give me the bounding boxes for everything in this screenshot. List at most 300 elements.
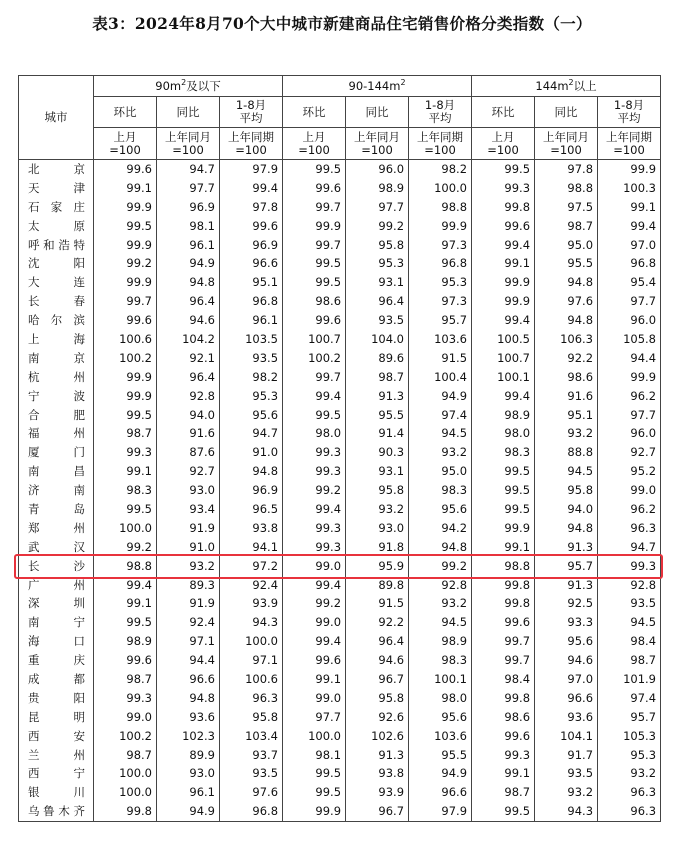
index-value: 99.9 (283, 802, 346, 821)
index-value: 97.7 (346, 198, 409, 217)
index-value: 99.6 (472, 613, 535, 632)
index-value: 97.3 (409, 292, 472, 311)
index-value: 89.6 (346, 349, 409, 368)
index-value: 96.1 (157, 236, 220, 255)
index-value: 95.0 (409, 462, 472, 481)
index-value: 89.9 (157, 746, 220, 765)
index-value: 100.6 (220, 670, 283, 689)
index-value: 89.8 (346, 576, 409, 595)
index-value: 93.9 (346, 783, 409, 802)
index-value: 95.5 (409, 746, 472, 765)
index-value: 98.9 (472, 406, 535, 425)
index-value: 99.5 (472, 481, 535, 500)
index-value: 95.7 (409, 311, 472, 330)
index-value: 91.5 (346, 594, 409, 613)
index-value: 99.8 (472, 594, 535, 613)
table-row (19, 727, 661, 746)
index-value: 98.8 (94, 557, 157, 576)
index-value: 98.9 (346, 179, 409, 198)
index-value: 99.3 (94, 689, 157, 708)
index-value: 99.6 (283, 311, 346, 330)
index-value: 99.4 (220, 179, 283, 198)
table-row (19, 387, 661, 406)
index-value: 92.8 (157, 387, 220, 406)
index-value: 99.5 (472, 500, 535, 519)
index-value: 91.8 (346, 538, 409, 557)
group-header-144-above: $144m^2$以上 (472, 76, 661, 97)
index-value: 96.4 (157, 368, 220, 387)
index-value: 95.0 (535, 236, 598, 255)
index-value: 94.9 (409, 387, 472, 406)
index-value: 93.5 (220, 349, 283, 368)
index-value: 92.7 (598, 443, 661, 462)
index-value: 99.8 (472, 198, 535, 217)
index-value: 104.0 (346, 330, 409, 349)
index-value: 95.1 (535, 406, 598, 425)
index-value: 97.6 (220, 783, 283, 802)
index-value: 93.6 (157, 708, 220, 727)
index-value: 92.5 (535, 594, 598, 613)
table-row (19, 557, 661, 576)
index-value: 96.6 (409, 783, 472, 802)
base-header-mom: 上月 =100 (94, 128, 157, 160)
index-value: 93.5 (346, 311, 409, 330)
index-value: 100.4 (409, 368, 472, 387)
index-value: 94.0 (535, 500, 598, 519)
city-name: 长沙 (19, 557, 94, 576)
city-name: 海口 (19, 632, 94, 651)
index-value: 98.7 (535, 217, 598, 236)
index-value: 99.9 (283, 217, 346, 236)
index-value: 99.4 (472, 311, 535, 330)
table-row (19, 236, 661, 255)
index-value: 99.0 (94, 708, 157, 727)
index-value: 92.4 (220, 576, 283, 595)
subheader-mom: 环比 (472, 97, 535, 128)
index-value: 87.6 (157, 443, 220, 462)
index-value: 99.4 (472, 236, 535, 255)
table-row (19, 783, 661, 802)
city-name: 北京 (19, 160, 94, 179)
group-header-90-144: $90-144m^2$ (283, 76, 472, 97)
index-value: 98.3 (409, 481, 472, 500)
index-value: 100.3 (598, 179, 661, 198)
index-value: 99.5 (283, 160, 346, 179)
index-value: 95.6 (409, 500, 472, 519)
index-value: 99.9 (598, 368, 661, 387)
index-value: 99.9 (94, 387, 157, 406)
index-value: 99.2 (283, 481, 346, 500)
city-name: 深圳 (19, 594, 94, 613)
index-value: 94.8 (157, 689, 220, 708)
index-value: 100.0 (94, 519, 157, 538)
index-value: 93.5 (598, 594, 661, 613)
index-value: 93.1 (346, 273, 409, 292)
index-value: 92.4 (157, 613, 220, 632)
city-name: 重庆 (19, 651, 94, 670)
index-value: 100.5 (472, 330, 535, 349)
index-value: 91.3 (346, 387, 409, 406)
index-value: 99.9 (472, 519, 535, 538)
index-value: 93.2 (409, 594, 472, 613)
index-value: 95.3 (598, 746, 661, 765)
table-row (19, 424, 661, 443)
subheader-mom: 环比 (283, 97, 346, 128)
city-name: 太原 (19, 217, 94, 236)
index-value: 99.1 (598, 198, 661, 217)
index-value: 97.9 (220, 160, 283, 179)
index-value: 92.1 (157, 349, 220, 368)
index-value: 106.3 (535, 330, 598, 349)
index-value: 91.6 (535, 387, 598, 406)
index-value: 97.8 (220, 198, 283, 217)
index-value: 93.2 (535, 424, 598, 443)
index-value: 90.3 (346, 443, 409, 462)
index-value: 98.6 (472, 708, 535, 727)
index-value: 100.2 (94, 727, 157, 746)
index-value: 99.6 (94, 311, 157, 330)
index-value: 96.0 (598, 311, 661, 330)
city-name: 大连 (19, 273, 94, 292)
index-value: 91.5 (409, 349, 472, 368)
index-value: 99.9 (472, 292, 535, 311)
index-value: 99.2 (94, 254, 157, 273)
index-value: 91.7 (535, 746, 598, 765)
index-value: 99.4 (283, 500, 346, 519)
index-value: 99.5 (94, 217, 157, 236)
index-value: 95.8 (346, 236, 409, 255)
city-name: 合肥 (19, 406, 94, 425)
index-value: 99.5 (283, 783, 346, 802)
table-row (19, 632, 661, 651)
index-value: 96.4 (157, 292, 220, 311)
index-value: 98.3 (409, 651, 472, 670)
index-value: 99.6 (283, 651, 346, 670)
index-value: 91.4 (346, 424, 409, 443)
index-value: 98.7 (94, 746, 157, 765)
index-value: 99.2 (346, 217, 409, 236)
index-value: 99.9 (94, 368, 157, 387)
index-value: 98.8 (409, 198, 472, 217)
index-value: 97.0 (535, 670, 598, 689)
index-value: 98.7 (598, 651, 661, 670)
index-value: 99.9 (598, 160, 661, 179)
city-name: 贵阳 (19, 689, 94, 708)
index-value: 94.5 (535, 462, 598, 481)
table-title: 表3：2024年8月70个大中城市新建商品住宅销售价格分类指数（一） (92, 14, 592, 33)
table-row (19, 273, 661, 292)
table-row (19, 217, 661, 236)
index-value: 94.6 (157, 311, 220, 330)
index-value: 95.1 (220, 273, 283, 292)
city-name: 天津 (19, 179, 94, 198)
index-value: 96.5 (220, 500, 283, 519)
index-value: 98.0 (409, 689, 472, 708)
index-value: 96.3 (598, 783, 661, 802)
index-value: 98.7 (94, 424, 157, 443)
index-value: 98.6 (283, 292, 346, 311)
index-value: 94.5 (598, 613, 661, 632)
index-value: 94.4 (157, 651, 220, 670)
index-value: 98.1 (283, 746, 346, 765)
index-value: 100.2 (94, 349, 157, 368)
index-value: 96.8 (409, 254, 472, 273)
index-value: 97.4 (409, 406, 472, 425)
index-value: 100.6 (94, 330, 157, 349)
group-header-90-and-below: $90m^2$及以下 (94, 76, 283, 97)
city-name: 沈阳 (19, 254, 94, 273)
index-value: 93.5 (535, 765, 598, 784)
index-value: 99.5 (283, 254, 346, 273)
index-value: 91.0 (157, 538, 220, 557)
base-header-jan-aug-avg: 上年同期 =100 (598, 128, 661, 160)
index-value: 99.5 (283, 406, 346, 425)
table-row (19, 651, 661, 670)
index-value: 96.6 (157, 670, 220, 689)
index-value: 103.6 (409, 330, 472, 349)
index-value: 99.5 (283, 765, 346, 784)
index-value: 105.8 (598, 330, 661, 349)
index-value: 93.1 (346, 462, 409, 481)
index-value: 102.6 (346, 727, 409, 746)
index-value: 96.4 (346, 292, 409, 311)
index-value: 93.0 (157, 765, 220, 784)
subheader-jan-aug-avg: 1-8月 平均 (598, 97, 661, 128)
table-row (19, 670, 661, 689)
index-value: 95.8 (535, 481, 598, 500)
base-header-yoy: 上年同月 =100 (535, 128, 598, 160)
index-value: 104.1 (535, 727, 598, 746)
city-name: 昆明 (19, 708, 94, 727)
index-value: 98.8 (472, 557, 535, 576)
index-value: 99.0 (283, 557, 346, 576)
index-value: 93.8 (220, 519, 283, 538)
index-value: 92.2 (535, 349, 598, 368)
index-value: 99.9 (409, 217, 472, 236)
index-value: 95.6 (535, 632, 598, 651)
index-value: 95.8 (346, 689, 409, 708)
index-value: 99.0 (283, 689, 346, 708)
city-name: 济南 (19, 481, 94, 500)
index-value: 91.6 (157, 424, 220, 443)
index-value: 94.8 (157, 273, 220, 292)
index-value: 95.7 (598, 708, 661, 727)
index-value: 98.2 (220, 368, 283, 387)
base-header-mom: 上月 =100 (472, 128, 535, 160)
price-index-table (18, 75, 661, 822)
table-row (19, 576, 661, 595)
city-name: 乌鲁木齐 (19, 802, 94, 821)
city-name: 兰州 (19, 746, 94, 765)
table-row (19, 443, 661, 462)
index-value: 93.8 (346, 765, 409, 784)
index-value: 99.6 (283, 179, 346, 198)
index-value: 96.1 (220, 311, 283, 330)
index-value: 97.7 (598, 406, 661, 425)
index-value: 96.0 (598, 424, 661, 443)
index-value: 94.9 (157, 802, 220, 821)
table-row (19, 802, 661, 821)
index-value: 98.4 (598, 632, 661, 651)
index-value: 93.2 (157, 557, 220, 576)
index-value: 99.7 (94, 292, 157, 311)
index-value: 99.3 (472, 179, 535, 198)
city-name: 西宁 (19, 765, 94, 784)
index-value: 93.2 (598, 765, 661, 784)
index-value: 96.8 (598, 254, 661, 273)
index-value: 99.6 (94, 160, 157, 179)
index-value: 93.4 (157, 500, 220, 519)
index-value: 99.7 (283, 236, 346, 255)
index-value: 98.3 (472, 443, 535, 462)
index-value: 100.0 (220, 632, 283, 651)
index-value: 95.3 (346, 254, 409, 273)
city-name: 青岛 (19, 500, 94, 519)
index-value: 99.1 (472, 538, 535, 557)
index-value: 97.1 (220, 651, 283, 670)
table-row (19, 179, 661, 198)
index-value: 96.9 (157, 198, 220, 217)
table-row (19, 406, 661, 425)
index-value: 94.3 (220, 613, 283, 632)
base-header-jan-aug-avg: 上年同期 =100 (409, 128, 472, 160)
index-value: 96.3 (598, 519, 661, 538)
index-value: 94.7 (157, 160, 220, 179)
index-value: 99.4 (283, 576, 346, 595)
index-value: 105.3 (598, 727, 661, 746)
base-header-mom: 上月 =100 (283, 128, 346, 160)
index-value: 94.8 (535, 519, 598, 538)
index-value: 96.1 (157, 783, 220, 802)
index-value: 99.9 (94, 236, 157, 255)
index-value: 97.0 (598, 236, 661, 255)
index-value: 97.7 (598, 292, 661, 311)
index-value: 99.1 (94, 594, 157, 613)
index-value: 94.8 (409, 538, 472, 557)
index-value: 99.8 (472, 689, 535, 708)
table-row (19, 538, 661, 557)
index-value: 96.6 (220, 254, 283, 273)
table-row (19, 708, 661, 727)
table-row (19, 292, 661, 311)
subheader-yoy: 同比 (535, 97, 598, 128)
index-value: 96.6 (535, 689, 598, 708)
index-value: 98.9 (409, 632, 472, 651)
index-value: 99.3 (283, 538, 346, 557)
index-value: 95.7 (535, 557, 598, 576)
city-column-header: 城市 (19, 76, 94, 160)
index-value: 101.9 (598, 670, 661, 689)
index-value: 95.9 (346, 557, 409, 576)
index-value: 93.0 (157, 481, 220, 500)
index-value: 96.3 (598, 802, 661, 821)
city-name: 石家庄 (19, 198, 94, 217)
index-value: 91.9 (157, 594, 220, 613)
index-value: 91.3 (535, 538, 598, 557)
index-value: 97.7 (157, 179, 220, 198)
index-value: 94.0 (157, 406, 220, 425)
subheader-yoy: 同比 (346, 97, 409, 128)
index-value: 99.5 (472, 160, 535, 179)
index-value: 97.2 (220, 557, 283, 576)
index-value: 98.8 (535, 179, 598, 198)
base-header-yoy: 上年同月 =100 (157, 128, 220, 160)
city-name: 银川 (19, 783, 94, 802)
city-name: 成都 (19, 670, 94, 689)
index-value: 96.3 (220, 689, 283, 708)
index-value: 92.7 (157, 462, 220, 481)
index-value: 99.5 (94, 500, 157, 519)
table-row (19, 330, 661, 349)
index-value: 91.9 (157, 519, 220, 538)
table-row (19, 349, 661, 368)
index-value: 94.7 (598, 538, 661, 557)
index-value: 100.7 (283, 330, 346, 349)
index-value: 95.8 (346, 481, 409, 500)
index-value: 97.8 (535, 160, 598, 179)
index-value: 92.2 (346, 613, 409, 632)
city-name: 郑州 (19, 519, 94, 538)
table-row (19, 368, 661, 387)
index-value: 95.8 (220, 708, 283, 727)
table-row (19, 311, 661, 330)
index-value: 99.0 (283, 613, 346, 632)
index-value: 93.5 (220, 765, 283, 784)
index-value: 103.4 (220, 727, 283, 746)
city-name: 西安 (19, 727, 94, 746)
index-value: 100.0 (283, 727, 346, 746)
table-row (19, 613, 661, 632)
index-value: 97.3 (409, 236, 472, 255)
city-name: 宁波 (19, 387, 94, 406)
table-row (19, 481, 661, 500)
city-name: 杭州 (19, 368, 94, 387)
city-name: 长春 (19, 292, 94, 311)
index-value: 99.3 (472, 746, 535, 765)
index-value: 91.3 (346, 746, 409, 765)
city-name: 南京 (19, 349, 94, 368)
index-value: 99.6 (94, 651, 157, 670)
index-value: 99.6 (220, 217, 283, 236)
index-value: 99.4 (283, 387, 346, 406)
subheader-jan-aug-avg: 1-8月 平均 (409, 97, 472, 128)
index-value: 98.1 (157, 217, 220, 236)
index-value: 98.4 (472, 670, 535, 689)
base-header-yoy: 上年同月 =100 (346, 128, 409, 160)
index-value: 95.3 (220, 387, 283, 406)
index-value: 99.8 (94, 802, 157, 821)
index-value: 94.3 (535, 802, 598, 821)
index-value: 96.9 (220, 481, 283, 500)
index-value: 97.6 (535, 292, 598, 311)
index-value: 99.1 (94, 179, 157, 198)
index-value: 99.9 (472, 273, 535, 292)
index-value: 99.7 (472, 651, 535, 670)
index-value: 98.9 (94, 632, 157, 651)
index-value: 93.7 (220, 746, 283, 765)
index-value: 100.7 (472, 349, 535, 368)
table-row (19, 594, 661, 613)
city-name: 武汉 (19, 538, 94, 557)
table-row (19, 462, 661, 481)
index-value: 97.9 (409, 802, 472, 821)
index-value: 95.2 (598, 462, 661, 481)
index-value: 100.2 (283, 349, 346, 368)
table-row (19, 746, 661, 765)
index-value: 99.5 (94, 406, 157, 425)
index-value: 99.1 (94, 462, 157, 481)
index-value: 99.3 (283, 462, 346, 481)
